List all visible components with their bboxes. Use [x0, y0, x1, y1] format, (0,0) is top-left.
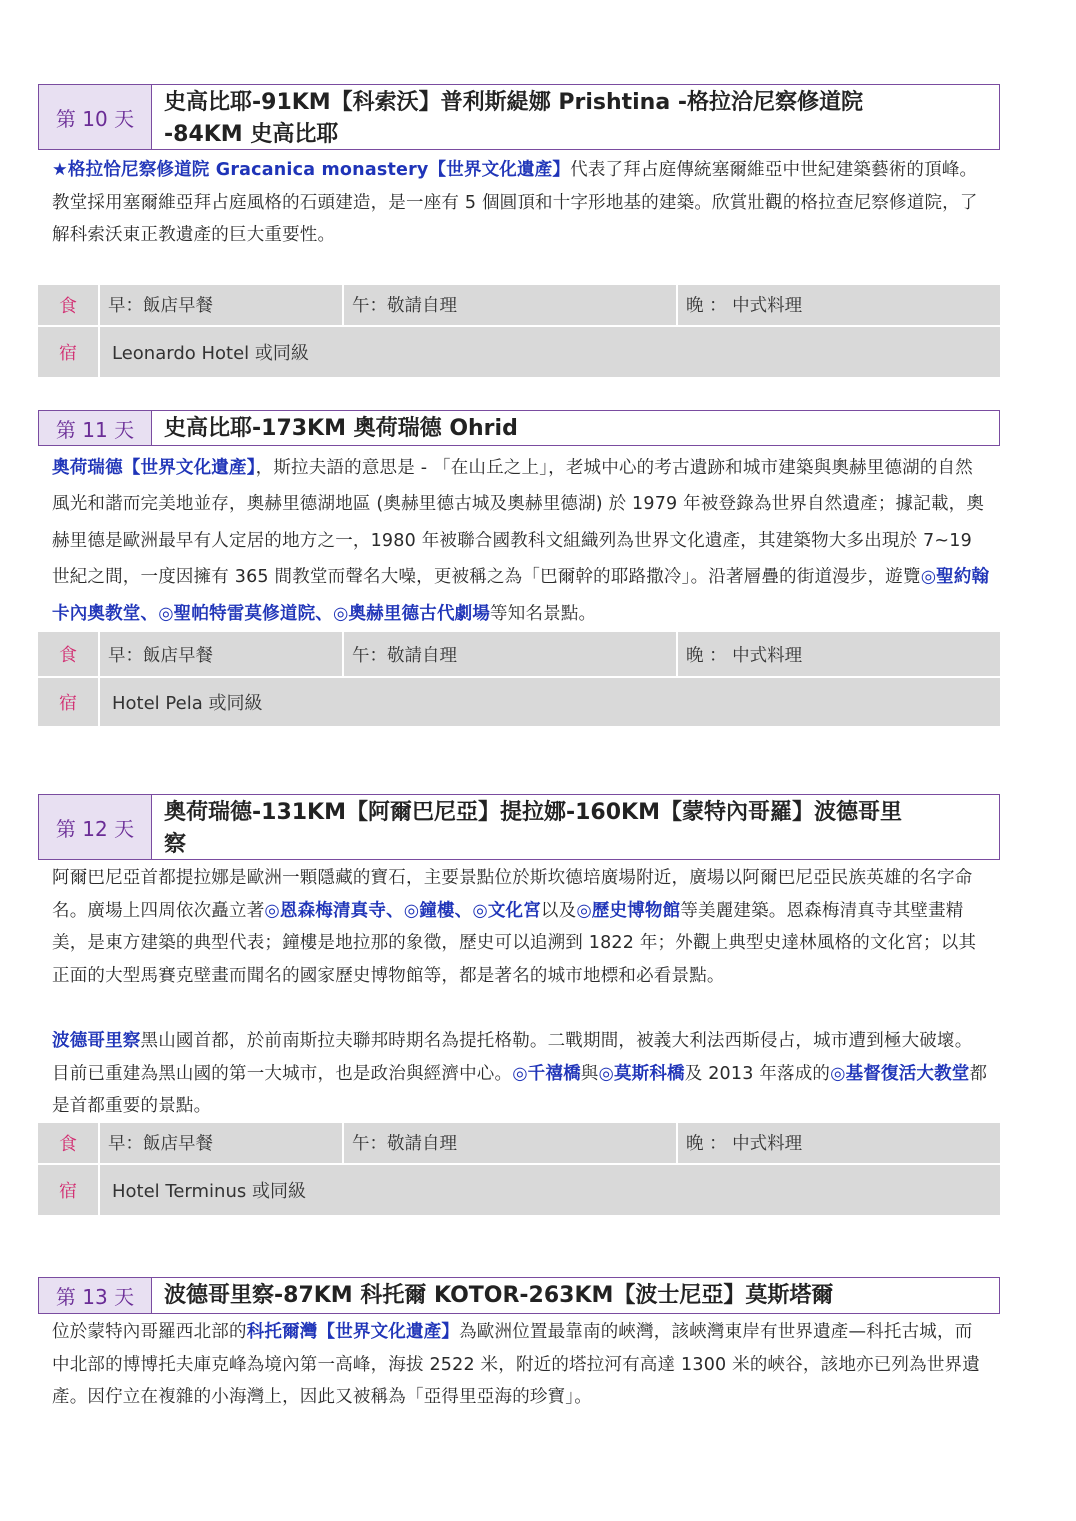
hotel-cell: Hotel Terminus 或同級: [112, 1180, 306, 1202]
highlight-text: ★格拉恰尼察修道院 Gracanica monastery【世界文化遺產】: [52, 160, 571, 180]
day-label: 第 12 天: [39, 795, 152, 859]
highlight-text: ◎歷史博物館: [576, 900, 681, 921]
day-header: [38, 794, 1000, 860]
stay-icon: 宿: [38, 327, 100, 377]
highlight-text: ◎聖約翰卡內奧教堂、◎聖帕特雷莫修道院、◎奧赫里德古代劇場: [52, 567, 990, 624]
day-header: [38, 410, 1000, 446]
stay-row: [38, 678, 1000, 726]
lunch-cell: 午：敬請自理: [344, 632, 678, 676]
highlight-text: ◎基督復活大教堂: [830, 1063, 970, 1084]
breakfast-cell: 早：飯店早餐: [100, 1123, 344, 1163]
hotel-cell: Leonardo Hotel 或同級: [112, 342, 309, 364]
meal-row: [38, 632, 1000, 678]
hotel-cell: Hotel Pela 或同級: [112, 693, 263, 715]
meal-row: [38, 285, 1000, 327]
dinner-cell: 晚 ： 中式料理: [686, 645, 803, 666]
stay-icon: 宿: [38, 678, 100, 726]
meal-table: [38, 632, 1000, 726]
meal-table: [38, 285, 1000, 377]
day-description: 阿爾巴尼亞首都提拉娜是歐洲一顆隱藏的寶石，主要景點位於斯坎德培廣場附近，廣場以阿爾巴尼亞民族英雄的名字命名。廣場上四周依次矗立著◎恩森梅清真寺、◎鐘樓、◎文化宮以及◎歷史博物館等美麗建築。恩森梅清真寺其壁畫精美，是東方建築的典型代表；鐘樓是地拉那的象徵，歷史可以追溯到 1822 年；外觀上典型史達林風格的文化宮；以其正面的大型馬賽克壁畫而聞名的國家歷史博物館等，都是著名的城市地標和必看景點。: [52, 868, 977, 986]
dinner-cell: 晚 ： 中式料理: [686, 1134, 803, 1154]
meal-table: [38, 1123, 1000, 1215]
day-label: 第 11 天: [39, 411, 152, 445]
breakfast-cell: 早：飯店早餐: [100, 285, 344, 325]
stay-row: [38, 327, 1000, 377]
highlight-text: 科托爾灣【世界文化遺產】: [246, 1322, 460, 1342]
meal-icon: 食: [38, 1123, 100, 1163]
day-title: 奧荷瑞德-131KM【阿爾巴尼亞】提拉娜-160KM【蒙特內哥羅】波德哥里 察: [164, 800, 902, 857]
highlight-text: ◎恩森梅清真寺、◎鐘樓、◎文化宮: [264, 900, 541, 921]
lunch-cell: 午：敬請自理: [344, 1123, 678, 1163]
day-header: [38, 84, 1000, 150]
day-title: 史高比耶-91KM【科索沃】普利斯緹娜 Prishtina -格拉洽尼察修道院 -84KM 史高比耶: [164, 90, 863, 147]
meal-row: [38, 1123, 1000, 1165]
day-title: 史高比耶-173KM 奧荷瑞德 Ohrid: [164, 416, 518, 441]
day-13-section: [38, 1277, 1000, 1414]
day-10-section: [38, 84, 1000, 377]
day-11-section: [38, 410, 1000, 726]
day-label: 第 10 天: [39, 85, 152, 149]
meal-icon: 食: [38, 632, 100, 676]
day-description: 奧荷瑞德【世界文化遺產】，斯拉夫語的意思是 - 「在山丘之上」，老城中心的考古遺跡和城市建築與奧赫里德湖的自然風光和諧而完美地並存，奧赫里德湖地區 (奧赫里德古城及奧赫里德湖) 於 1979 年被登錄為世界自然遺產；據記載，奧赫里德是歐洲最早有人定居的地方之一，1980 年被聯合國教科文組織列為世界文化遺產，其建築物大多出現於 7~19 世紀之間，一度因擁有 365 間教堂而聲名大噪，更被稱之為「巴爾幹的耶路撒冷」。沿著層疊的街道漫步，遊覽◎聖約翰卡內奧教堂、◎聖帕特雷莫修道院、◎奧赫里德古代劇場等知名景點。: [52, 458, 990, 624]
stay-row: [38, 1165, 1000, 1215]
stay-icon: 宿: [38, 1165, 100, 1215]
highlight-text: ◎莫斯科橋: [598, 1063, 685, 1084]
lunch-cell: 午：敬請自理: [344, 285, 678, 325]
dinner-cell: 晚 ： 中式料理: [686, 296, 803, 316]
day-description: 位於蒙特內哥羅西北部的科托爾灣【世界文化遺產】為歐洲位置最靠南的峽灣，該峽灣東岸有世界遺產—科托古城，而中北部的博博托夫庫克峰為境內第一高峰，海拔 2522 米，附近的塔拉河有高達 1300 米的峽谷，該地亦已列為世界遺產。因佇立在複雜的小海灣上，因此又被稱為「亞得里亞海的珍寶」。: [52, 1322, 980, 1407]
meal-icon: 食: [38, 285, 100, 325]
highlight-text: 波德哥里察: [52, 1031, 141, 1051]
day-12-section: [38, 794, 1000, 1215]
highlight-text: 奧荷瑞德【世界文化遺產】: [52, 458, 256, 478]
day-description-2: 波德哥里察黑山國首都，於前南斯拉夫聯邦時期名為提托格勒。二戰期間，被義大利法西斯侵占，城市遭到極大破壞。目前已重建為黑山國的第一大城市，也是政治與經濟中心。◎千禧橋與◎莫斯科橋及 2013 年落成的◎基督復活大教堂都是首都重要的景點。: [52, 1031, 988, 1116]
day-label: 第 13 天: [39, 1278, 152, 1313]
day-header: [38, 1277, 1000, 1314]
breakfast-cell: 早：飯店早餐: [100, 632, 344, 676]
highlight-text: ◎千禧橋: [512, 1063, 581, 1084]
day-description: ★格拉恰尼察修道院 Gracanica monastery【世界文化遺產】代表了拜占庭傳統塞爾維亞中世紀建築藝術的頂峰。教堂採用塞爾維亞拜占庭風格的石頭建造，是一座有 5 個圓頂和十字形地基的建築。欣賞壯觀的格拉查尼察修道院，了解科索沃東正教遺產的巨大重要性。: [52, 160, 978, 245]
day-title: 波德哥里察-87KM 科托爾 KOTOR-263KM【波士尼亞】莫斯塔爾: [164, 1283, 834, 1308]
